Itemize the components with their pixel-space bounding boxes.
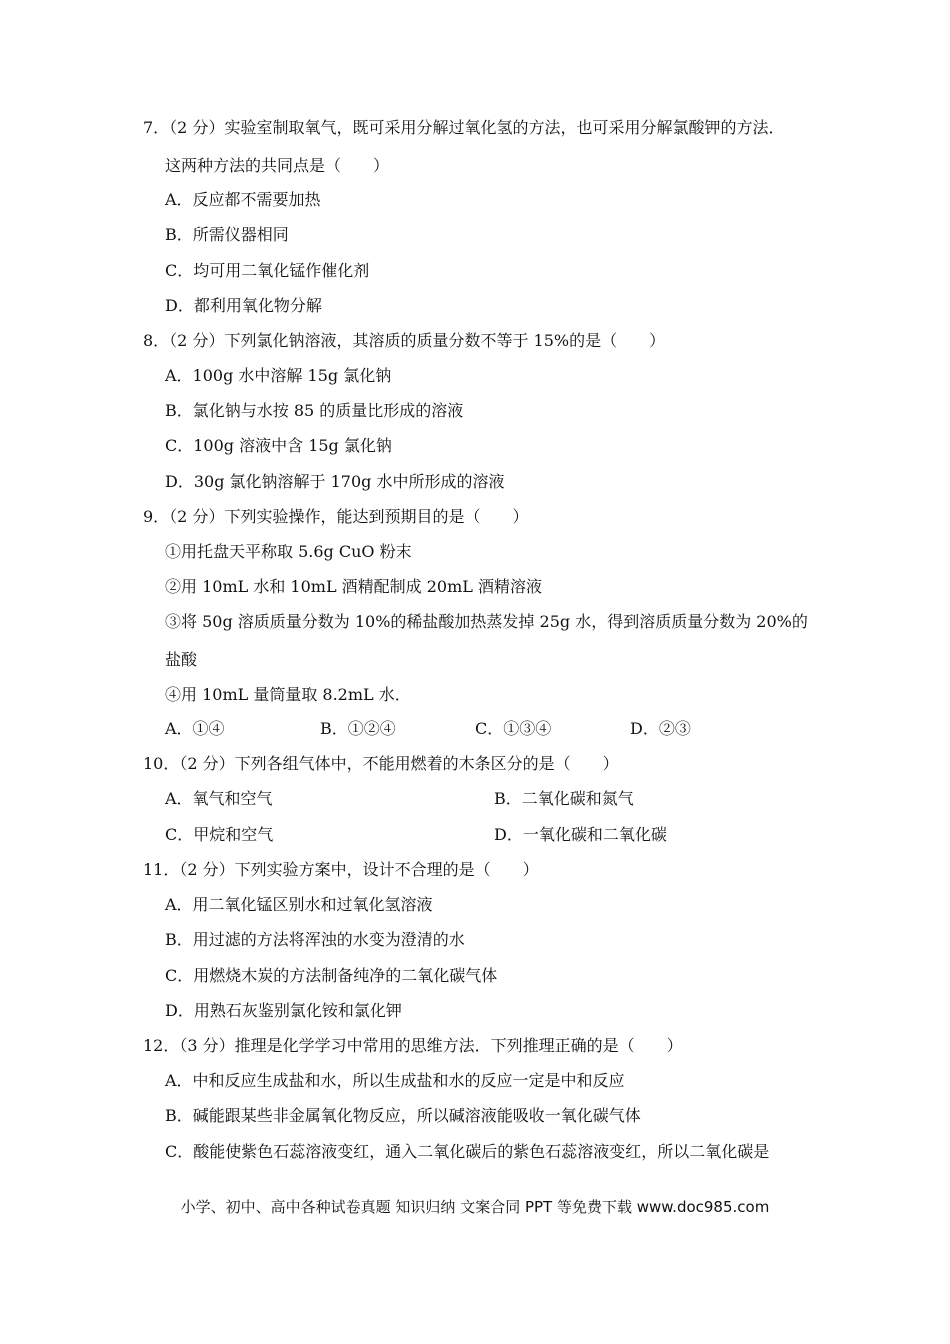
question-12-option-a: A．中和反应生成盐和水，所以生成盐和水的反应一定是中和反应 [165,1071,625,1090]
question-10-option-d: D．一氧化碳和二氧化碳 [494,825,667,844]
question-11-option-a: A．用二氧化锰区别水和过氧化氢溶液 [165,895,433,914]
question-9-item-4: ④用 10mL 量筒量取 8.2mL 水． [165,685,411,704]
question-9-item-3: ③将 50g 溶质质量分数为 10%的稀盐酸加热蒸发掉 25g 水，得到溶质质量分数为 20%的 [165,612,808,631]
question-12-stem: 12．（3 分）推理是化学学习中常用的思维方法．下列推理正确的是（ ） [143,1036,683,1055]
question-9-stem: 9．（2 分）下列实验操作，能达到预期目的是（ ） [143,507,529,526]
question-10-option-b: B．二氧化碳和氮气 [494,789,634,808]
question-9-option-d: D．②③ [630,719,691,738]
question-12-option-c: C．酸能使紫色石蕊溶液变红，通入二氧化碳后的紫色石蕊溶液变红，所以二氧化碳是 [165,1142,770,1161]
question-11-option-c: C．用燃烧木炭的方法制备纯净的二氧化碳气体 [165,966,498,985]
question-7-option-b: B．所需仪器相同 [165,225,289,244]
question-10-option-c: C．甲烷和空气 [165,825,274,844]
question-7-option-a: A．反应都不需要加热 [165,190,321,209]
question-11-stem: 11．（2 分）下列实验方案中，设计不合理的是（ ） [143,860,539,879]
question-9-option-b: B．①②④ [320,719,396,738]
question-8-option-c: C．100g 溶液中含 15g 氯化钠 [165,436,392,455]
question-9-option-c: C．①③④ [475,719,552,738]
question-8-stem: 8．（2 分）下列氯化钠溶液，其溶质的质量分数不等于 15%的是（ ） [143,331,666,350]
question-10-stem: 10．（2 分）下列各组气体中，不能用燃着的木条区分的是（ ） [143,754,619,773]
question-9-item-3-continued: 盐酸 [165,650,198,669]
question-8-option-a: A．100g 水中溶解 15g 氯化钠 [165,366,392,385]
question-7-option-c: C．均可用二氧化锰作催化剂 [165,261,370,280]
question-7-stem-continued: 这两种方法的共同点是（ ） [165,156,390,175]
question-7-stem: 7．（2 分）实验室制取氧气，既可采用分解过氧化氢的方法，也可采用分解氯酸钾的方法． [143,118,785,137]
question-9-item-1: ①用托盘天平称取 5.6g CuO 粉末 [165,542,412,561]
question-12-option-b: B．碱能跟某些非金属氧化物反应，所以碱溶液能吸收一氧化碳气体 [165,1106,641,1125]
question-10-option-a: A．氧气和空气 [165,789,273,808]
question-8-option-b: B．氯化钠与水按 85 的质量比形成的溶液 [165,401,464,420]
page-footer: 小学、初中、高中各种试卷真题 知识归纳 文案合同 PPT 等免费下载 www.doc985.com [180,1198,770,1216]
question-9-option-a: A．①④ [165,719,225,738]
question-9-item-2: ②用 10mL 水和 10mL 酒精配制成 20mL 酒精溶液 [165,577,542,596]
question-9-options-row [165,719,785,739]
question-8-option-d: D．30g 氯化钠溶解于 170g 水中所形成的溶液 [165,472,505,491]
question-11-option-b: B．用过滤的方法将浑浊的水变为澄清的水 [165,930,465,949]
question-11-option-d: D．用熟石灰鉴别氯化铵和氯化钾 [165,1001,402,1020]
question-7-option-d: D．都利用氧化物分解 [165,296,322,315]
